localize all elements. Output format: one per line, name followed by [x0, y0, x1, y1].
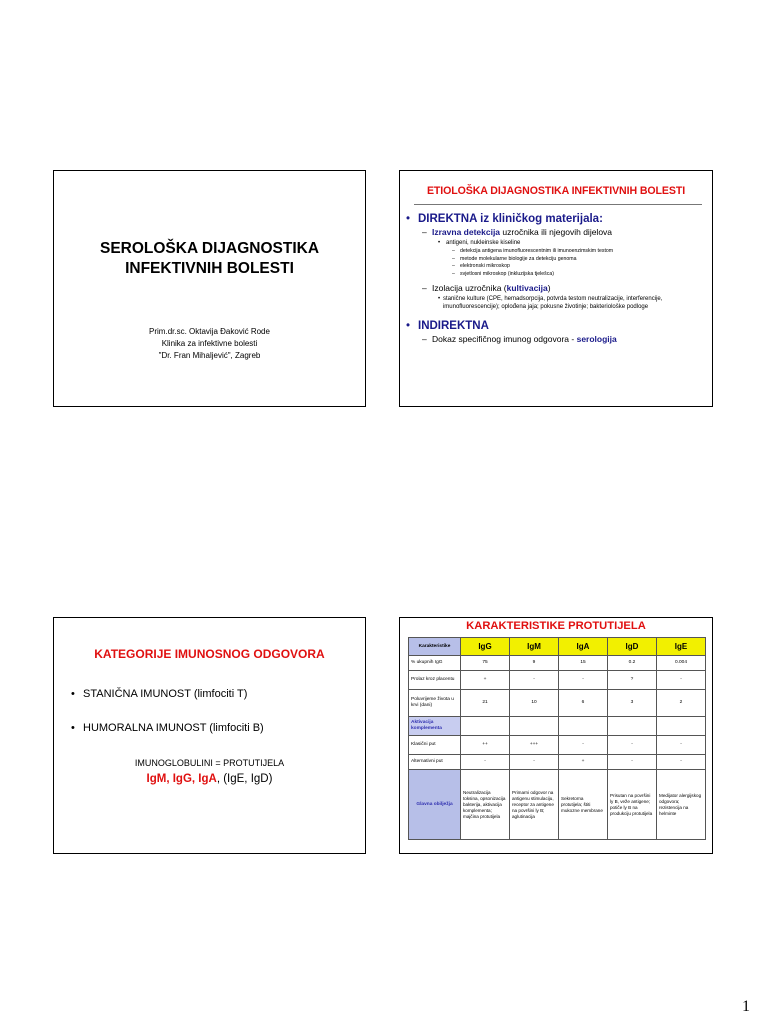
method-item: – elektronski mikroskop: [452, 263, 510, 269]
method-item: – metode molekularne biologije za detekciju genoma: [452, 255, 577, 262]
table-cell: ?: [608, 671, 657, 690]
row-label: Prolaz kroz placentu: [409, 671, 461, 690]
bullet-humoral: • HUMORALNA IMUNOST (limfociti B): [71, 722, 264, 734]
table-cell: [461, 717, 510, 736]
bullet-icon: •: [438, 240, 441, 246]
table-row: [409, 671, 706, 690]
table-cell: 3: [608, 690, 657, 717]
bullet-icon: •: [406, 320, 411, 332]
author-name: Prim.dr.sc. Oktavija Đaković Rode: [149, 327, 270, 336]
bullet-indirect: • INDIREKTNA: [406, 320, 489, 332]
column-header: Karakteristike: [409, 638, 461, 656]
title-line-1: SEROLOŠKA DIJAGNOSTIKA: [99, 240, 320, 257]
antibody-table: [408, 637, 706, 840]
subitem-antigens: • antigeni, nukleinske kiseline: [438, 240, 521, 246]
table-cell: -: [608, 755, 657, 770]
bullet-icon: •: [71, 688, 75, 700]
heading-divider: [414, 204, 702, 205]
table-cell: 21: [461, 690, 510, 717]
slide-title: [53, 170, 366, 407]
presentation-title: [54, 239, 365, 279]
bullet-direct: • DIREKTNA iz kliničkog materijala:: [406, 213, 603, 225]
slide-immune-response: [53, 617, 366, 854]
subitem-isolation: – Izolacija uzročnika (kultivacija): [422, 283, 551, 293]
table-cell: -: [461, 755, 510, 770]
method-item: – detekcija antigena imunofluorescentnim ili imunoenzimskim testom: [452, 248, 614, 254]
table-row: [409, 717, 706, 736]
table-cell: 15: [559, 656, 608, 671]
table-cell: [510, 717, 559, 736]
table-cell: ++: [461, 736, 510, 755]
table-cell: [657, 717, 706, 736]
table-cell: -: [510, 671, 559, 690]
dash-icon: –: [422, 283, 427, 293]
bullet-icon: •: [71, 722, 75, 734]
table-cell: -: [559, 671, 608, 690]
author-block: [54, 326, 365, 362]
table-cell: 10: [510, 690, 559, 717]
dash-icon: –: [452, 263, 455, 269]
table-row: [409, 770, 706, 840]
table-cell: 75: [461, 656, 510, 671]
table-cell: +: [461, 671, 510, 690]
slide-body: [406, 213, 708, 346]
subitem-cultures: • stanične kulture (CPE, hemadsorpcija, potvrda testom neutralizacije, interferencije, imunofluorescencije); oplođena jaja; pokusne životinje; bakteriološke podloge: [438, 296, 663, 310]
table-cell: -: [657, 755, 706, 770]
method-item: – svjetlosni mikroskop (inkluzijska tjelešca): [452, 270, 554, 277]
dash-icon: –: [452, 270, 455, 277]
table-cell: +++: [510, 736, 559, 755]
table-cell: Medijator alergijskog odgovora; rezistencija na helminte: [657, 770, 706, 840]
row-label: Glavna obilježja: [409, 770, 461, 840]
table-cell: 9: [510, 656, 559, 671]
row-label: % ukupnih IgG: [409, 656, 461, 671]
table-cell: 0.004: [657, 656, 706, 671]
column-header: IgG: [461, 638, 510, 656]
author-hospital: "Dr. Fran Mihaljević", Zagreb: [158, 351, 261, 360]
table-cell: -: [608, 736, 657, 755]
table-cell: 6: [559, 690, 608, 717]
table-cell: -: [510, 755, 559, 770]
page-number: 1: [742, 998, 750, 1015]
table-cell: Primarni odgovor na antigenu stimulaciju, receptor za antigene na površini ly B; aglutinacija: [510, 770, 559, 840]
slide-etiology: [399, 170, 713, 407]
immunoglobulin-classes: IgM, IgG, IgA, (IgE, IgD): [146, 773, 273, 785]
row-label: Poluvrijeme života u krvi (dani): [409, 690, 461, 717]
table-cell: Sekretorna protutijela; štiti mukozne membrane: [559, 770, 608, 840]
table-header-row: [409, 638, 706, 656]
table-cell: Neutralizacija toksina, opsonizacija bakterija, aktivacija komplementa; majčina protutijela: [461, 770, 510, 840]
table-cell: Prisutan na površini ly B, veže antigene; potiče ly B na produkciju protutijela: [608, 770, 657, 840]
column-header: IgM: [510, 638, 559, 656]
table-cell: -: [657, 736, 706, 755]
slide-heading: KATEGORIJE IMUNOSNOG ODGOVORA: [94, 647, 325, 661]
column-header: IgE: [657, 638, 706, 656]
dash-icon: –: [422, 227, 427, 237]
row-label: Aktivacija komplementa: [409, 717, 461, 736]
row-label: Klasični put: [409, 736, 461, 755]
table-row: [409, 736, 706, 755]
bullet-cellular: • STANIČNA IMUNOST (limfociti T): [71, 688, 248, 700]
table-cell: [559, 717, 608, 736]
table-cell: 0.2: [608, 656, 657, 671]
table-cell: 2: [657, 690, 706, 717]
row-label: Alternativni put: [409, 755, 461, 770]
dash-icon: –: [452, 248, 455, 254]
title-line-2: INFEKTIVNIH BOLESTI: [125, 260, 294, 277]
bullet-icon: •: [406, 213, 411, 225]
table-cell: -: [657, 671, 706, 690]
table-row: [409, 656, 706, 671]
slide-heading: KARAKTERISTIKE PROTUTIJELA: [466, 620, 646, 632]
subitem-detection: – Izravna detekcija uzročnika ili njegovih dijelova: [422, 227, 613, 237]
immunoglobulins-line: IMUNOGLOBULINI = PROTUTIJELA: [134, 758, 285, 768]
table-row: [409, 690, 706, 717]
column-header: IgA: [559, 638, 608, 656]
slide-antibody-characteristics: [399, 617, 713, 854]
table-cell: +: [559, 755, 608, 770]
column-header: IgD: [608, 638, 657, 656]
table-cell: -: [559, 736, 608, 755]
dash-icon: –: [452, 255, 455, 262]
author-institution: Klinika za infektivne bolesti: [161, 339, 258, 348]
table-cell: [608, 717, 657, 736]
table-row: [409, 755, 706, 770]
slide-heading: ETIOLOŠKA DIJAGNOSTIKA INFEKTIVNIH BOLESTI: [426, 185, 686, 197]
bullet-icon: •: [438, 296, 441, 302]
dash-icon: –: [422, 334, 427, 344]
subitem-serology: – Dokaz specifičnog imunog odgovora - serologija: [422, 334, 617, 344]
